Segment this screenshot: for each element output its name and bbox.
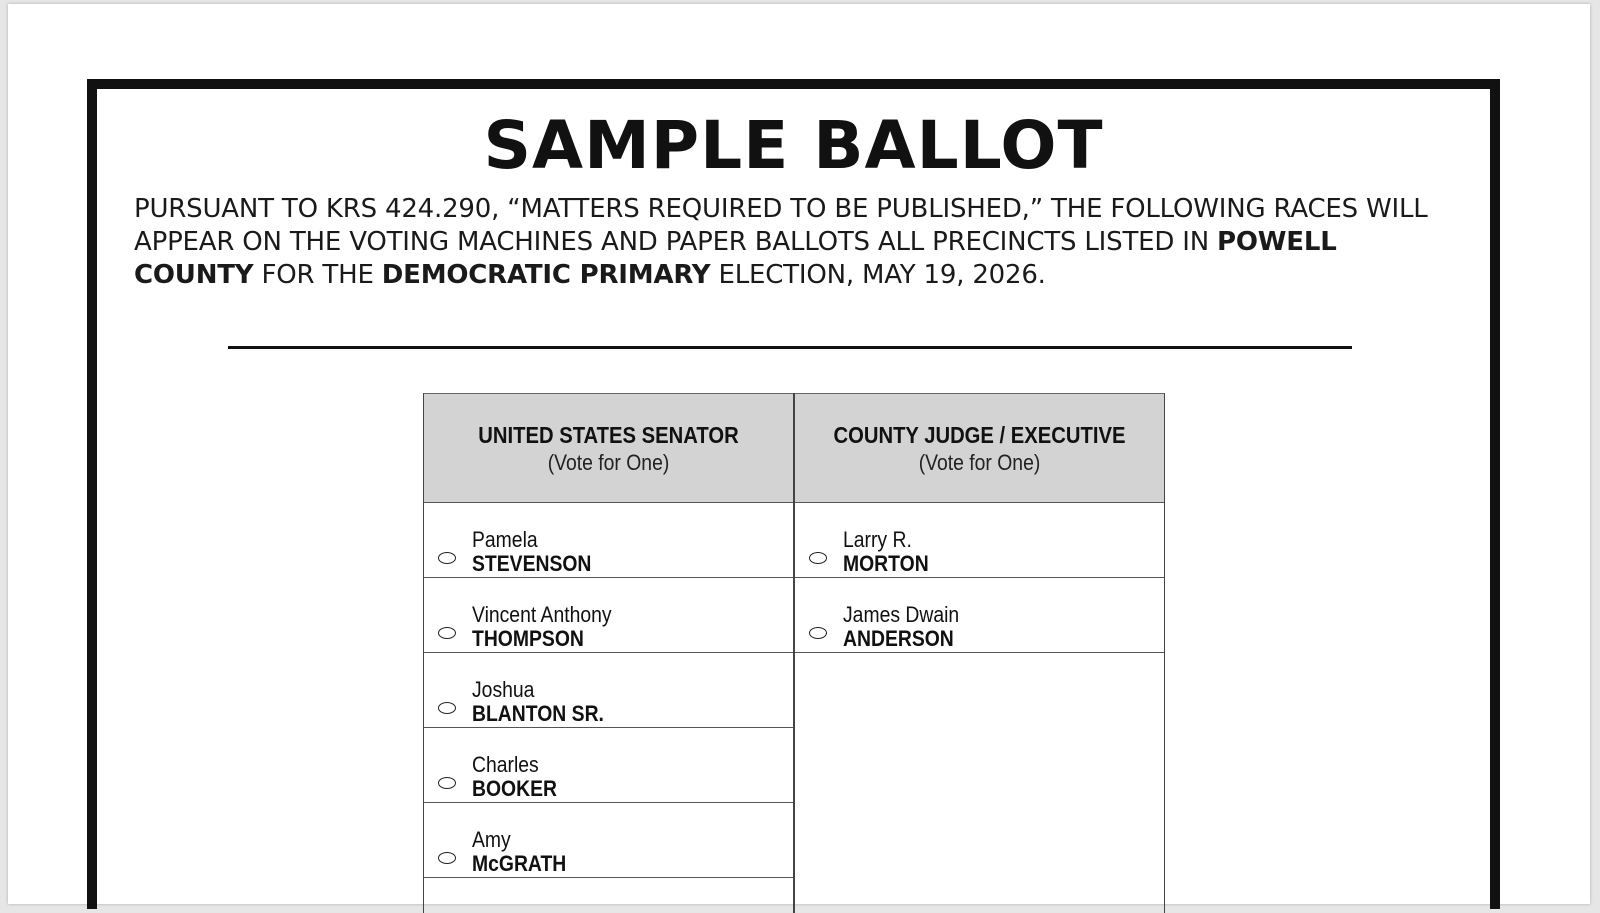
candidate-row[interactable] [424,728,793,803]
ballot-frame [87,79,1500,909]
notice-county: POWELL COUNTY [134,227,1337,290]
candidate-last-name: BOOKER [472,776,557,801]
vote-oval-icon[interactable] [438,552,456,564]
page-title: SAMPLE BALLOT [483,107,1104,184]
vote-oval-icon[interactable] [438,777,456,789]
candidate-last-name: BLANTON SR. [472,701,604,726]
candidate-last-name: McGRATH [472,851,567,876]
candidate-first-name: James Dwain [843,602,960,627]
race-office: COUNTY JUDGE / EXECUTIVE [833,422,1126,448]
candidate-last-name: MORTON [843,551,929,576]
candidate-last-name: ANDERSON [843,626,954,651]
race-us-senator [424,393,793,913]
notice-text-3: ELECTION, MAY 19, 2026. [710,260,1046,290]
race-header [795,393,1164,503]
notice-text-1: PURSUANT TO KRS 424.290, “MATTERS REQUIRED TO BE PUBLISHED,” THE FOLLOWING RACES WILL APPEAR ON THE VOTING MACHINES AND PAPER BALLOTS ALL PRECINCTS LISTED IN [134,194,1428,257]
candidate-first-name: Pamela [472,527,538,552]
candidate-row[interactable] [424,578,793,653]
candidate-last-name: STEVENSON [472,551,592,576]
candidate-first-name: Vincent Anthony [472,602,612,627]
notice-party: DEMOCRATIC PRIMARY [381,260,711,290]
race-header [424,393,793,503]
candidate-first-name: Larry R. [843,527,912,552]
publication-notice [134,193,1464,292]
vote-oval-icon[interactable] [809,552,827,564]
race-instruction: (Vote for One) [547,450,670,475]
race-instruction: (Vote for One) [918,450,1041,475]
notice-text-2: FOR THE [253,260,382,290]
candidate-row[interactable] [795,578,1164,653]
candidate-first-name: Joshua [472,677,535,702]
vote-oval-icon[interactable] [438,702,456,714]
candidate-last-name: THOMPSON [472,626,584,651]
race-office: UNITED STATES SENATOR [478,422,739,448]
race-county-judge [793,393,1164,913]
candidate-row[interactable] [795,503,1164,578]
candidate-first-name: Amy [472,827,511,852]
divider-rule [228,346,1352,349]
candidate-row[interactable] [424,653,793,728]
vote-oval-icon[interactable] [438,627,456,639]
vote-oval-icon[interactable] [438,852,456,864]
ballot-page [8,4,1590,904]
candidate-first-name: Charles [472,752,539,777]
vote-oval-icon[interactable] [809,627,827,639]
ballot-grid [423,393,1165,913]
candidate-row[interactable] [424,803,793,878]
candidate-row[interactable] [424,503,793,578]
